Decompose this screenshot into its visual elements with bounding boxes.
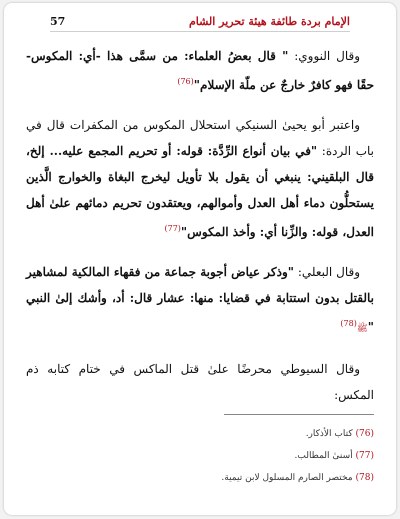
footnote-text: أسنىٰ المطالب. [294,451,353,461]
salawat-glyph: ﷺ [356,324,368,334]
footnote-77 [26,445,374,467]
footnote-ref-76[interactable]: (76) [177,77,194,86]
quote-text: " قال بعضُ العلماء: من سمَّى هذا -أي: المكوس- حقًا فهو كافرٌ خارجٌ عن ملّة الإسلام" [26,49,374,92]
footnote-text: كتاب الأذكار. [305,429,353,439]
footnote-76 [26,423,374,445]
footnote-ref-78[interactable]: (78) [340,319,357,328]
paragraph-sunayki [26,112,374,245]
page-body [26,43,374,408]
paragraph-text: وقال السيوطي محرضًا علىٰ قتل الماكس في ختام كتابه ذم المكس: [26,362,374,402]
paragraph-suyuti [26,356,374,408]
paragraph-intro: وقال البعلي: [294,265,361,279]
paragraph-intro: واعتبر أبو يحيىٰ السنيكي استحلال المكوس من المكفرات قال في باب الردة: [26,118,374,158]
running-title: الإمام بردة طائفة هيئة تحرير الشام [188,14,350,28]
footnote-text: مختصر الصارم المسلول لابن تيمية. [221,473,353,483]
paragraph-intro: وقال النووي: [288,49,361,63]
footnote-number: (78) [355,473,374,483]
page-number: 57 [50,14,66,28]
quote-text: "في بيان أنواع الرِّدَّة: قوله: أو تحريم المجمع عليه... إلخ، قال البلقيني: ينبغي أن يقول بلا تأويل ليخرج البغاة والخوارج الَّذين يستحلُّون دماء أهل العدل وأموالهم، ويعتقدون تحريم دمائهم علىٰ أهل العدل، قوله: والزِّنا أي: وأخذ المكوس" [26,144,374,239]
footnote-number: (77) [355,451,374,461]
footnote-separator [224,414,374,415]
footnote-number: (76) [355,429,374,439]
page-header [50,11,350,32]
footnote-78 [26,467,374,489]
paragraph-baali [26,259,374,342]
footnote-ref-77[interactable]: (77) [164,224,181,233]
document-page [4,3,396,515]
quote-text: "وذكر عياض أجوبة جماعة من فقهاء المالكية لمشاهير بالقتل بدون استتابة في قضايا: منها: عشار قال: أد، وأشك إلىٰ النبي " [26,265,374,334]
paragraph-nawawi [26,43,374,98]
footnotes [26,423,374,489]
